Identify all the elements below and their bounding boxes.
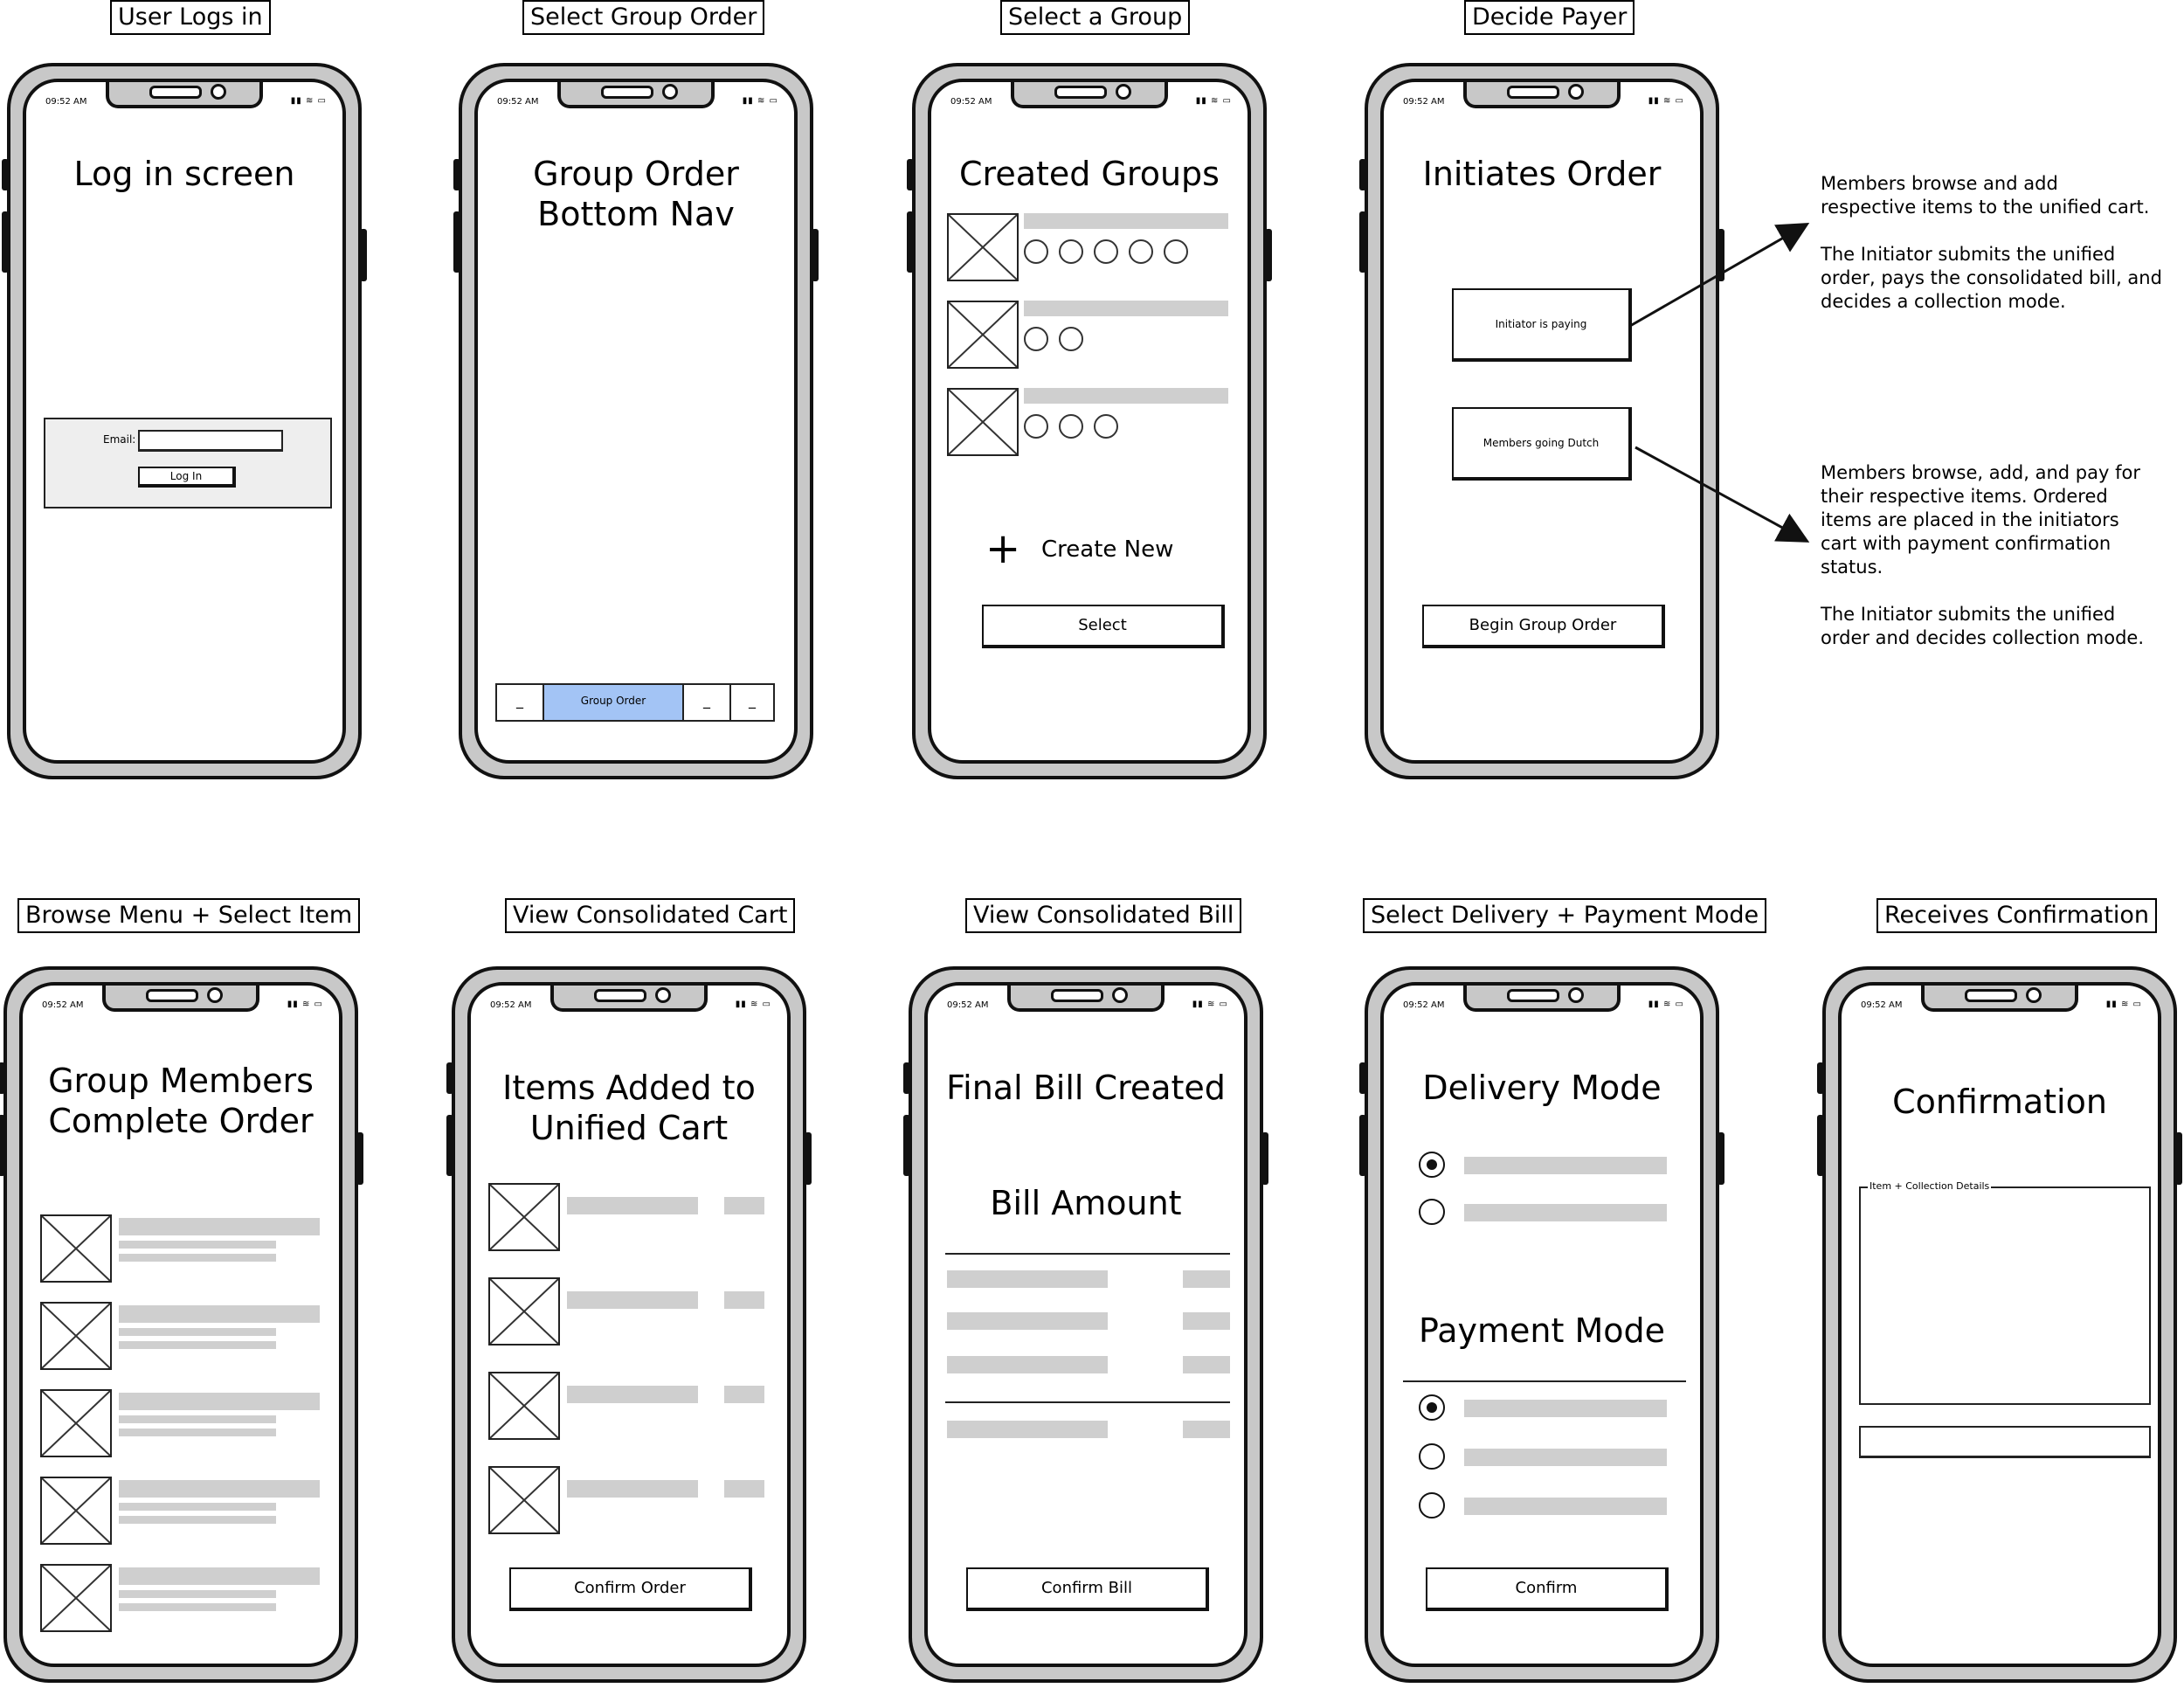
text-placeholder (119, 1241, 276, 1249)
text-placeholder (119, 1590, 276, 1598)
screen-title: Group Members Complete Order (48, 1062, 314, 1140)
image-placeholder-icon (40, 1302, 112, 1370)
step-label: Receives Confirmation (1876, 898, 2157, 933)
status-icons: ▮▮ ≋ ▭ (290, 96, 327, 106)
phone-group-order-nav (459, 63, 813, 779)
note-members-dutch: Members browse, add, and pay for their respective items. Ordered items are placed in the initiators cart with payment confirmation status. The Initiator submits the unified order and decides collection mode. (1821, 462, 2145, 648)
text-placeholder (567, 1197, 698, 1214)
step-label: Select Delivery + Payment Mode (1363, 898, 1766, 933)
plus-icon[interactable]: + (985, 524, 1021, 573)
image-placeholder-icon (488, 1277, 560, 1346)
delivery-mode-heading: Delivery Mode (1422, 1069, 1662, 1107)
email-field[interactable] (138, 430, 283, 452)
member-avatar-icon (1059, 327, 1083, 351)
step-label: Select Group Order (522, 0, 764, 35)
image-placeholder-icon (488, 1183, 560, 1251)
status-icons: ▮▮ ≋ ▭ (742, 96, 778, 106)
phone-delivery-payment (1365, 966, 1719, 1683)
text-placeholder (1024, 213, 1228, 229)
text-placeholder (724, 1291, 764, 1309)
nav-item[interactable]: _ (684, 685, 731, 720)
image-placeholder-icon (488, 1372, 560, 1440)
status-time: 09:52 AM (42, 1000, 84, 1010)
image-placeholder-icon (947, 301, 1019, 369)
text-placeholder (119, 1603, 276, 1611)
begin-group-order-button[interactable]: Begin Group Order (1422, 605, 1665, 648)
confirm-button[interactable]: Confirm (1426, 1567, 1669, 1611)
phone-initiates-order (1365, 63, 1719, 779)
status-icons: ▮▮ ≋ ▭ (2105, 1000, 2142, 1009)
confirmation-field[interactable] (1859, 1426, 2151, 1458)
initiator-paying-option[interactable]: Initiator is paying (1452, 288, 1632, 362)
status-icons: ▮▮ ≋ ▭ (287, 1000, 323, 1009)
status-time: 09:52 AM (950, 97, 992, 107)
text-placeholder (1024, 301, 1228, 316)
status-icons: ▮▮ ≋ ▭ (1648, 1000, 1684, 1009)
delivery-radio[interactable] (1419, 1152, 1445, 1178)
fieldset-legend: Item + Collection Details (1870, 1180, 1990, 1192)
member-avatar-icon (1129, 239, 1153, 264)
confirm-bill-button[interactable]: Confirm Bill (966, 1567, 1209, 1611)
text-placeholder (724, 1386, 764, 1403)
text-placeholder (119, 1567, 320, 1585)
details-fieldset (1859, 1180, 2151, 1405)
select-button[interactable]: Select (982, 605, 1225, 648)
nav-item-group-order[interactable]: Group Order (544, 685, 684, 720)
status-time: 09:52 AM (490, 1000, 532, 1010)
status-time: 09:52 AM (497, 97, 539, 107)
login-button[interactable]: Log In (138, 467, 236, 488)
text-placeholder (724, 1480, 764, 1498)
delivery-radio[interactable] (1419, 1199, 1445, 1225)
note-initiator-paying: Members browse and add respective items to the unified cart. The Initiator submits the unified order, pays the consolidated bill, and decides a collection mode. (1821, 173, 2162, 312)
image-placeholder-icon (40, 1214, 112, 1283)
member-avatar-icon (1059, 414, 1083, 439)
text-placeholder (567, 1480, 698, 1498)
text-placeholder (1024, 388, 1228, 404)
step-label: Select a Group (1000, 0, 1190, 35)
member-avatar-icon (1094, 414, 1118, 439)
image-placeholder-icon (40, 1564, 112, 1632)
image-placeholder-icon (488, 1466, 560, 1534)
step-label: Browse Menu + Select Item (17, 898, 360, 933)
step-label: User Logs in (110, 0, 271, 35)
text-placeholder (119, 1341, 276, 1349)
text-placeholder (119, 1218, 320, 1235)
status-time: 09:52 AM (1403, 97, 1445, 107)
status-icons: ▮▮ ≋ ▭ (735, 1000, 771, 1009)
text-placeholder (119, 1305, 320, 1323)
screen-title: Group Order Bottom Nav (533, 155, 739, 233)
phone-unified-cart (452, 966, 806, 1683)
status-time: 09:52 AM (45, 97, 87, 107)
image-placeholder-icon (40, 1389, 112, 1457)
text-placeholder (119, 1415, 276, 1423)
screen-title: Items Added to Unified Cart (502, 1069, 756, 1147)
payment-mode-heading: Payment Mode (1419, 1311, 1665, 1350)
image-placeholder-icon (40, 1477, 112, 1545)
status-time: 09:52 AM (1861, 1000, 1903, 1010)
member-avatar-icon (1024, 239, 1048, 264)
phone-final-bill (909, 966, 1263, 1683)
phone-login (7, 63, 362, 779)
text-placeholder (119, 1516, 276, 1524)
text-placeholder (119, 1429, 276, 1436)
confirm-order-button[interactable]: Confirm Order (509, 1567, 752, 1611)
text-placeholder (119, 1254, 276, 1262)
step-label: Decide Payer (1464, 0, 1635, 35)
image-placeholder-icon (947, 213, 1019, 281)
bill-amount-heading: Bill Amount (990, 1184, 1182, 1222)
status-icons: ▮▮ ≋ ▭ (1648, 96, 1684, 106)
payment-radio[interactable] (1419, 1492, 1445, 1519)
status-icons: ▮▮ ≋ ▭ (1192, 1000, 1228, 1009)
login-form (44, 418, 332, 508)
payment-radio[interactable] (1419, 1443, 1445, 1470)
member-avatar-icon (1094, 239, 1118, 264)
text-placeholder (119, 1393, 320, 1410)
text-placeholder (567, 1386, 698, 1403)
phone-confirmation (1822, 966, 2177, 1683)
text-placeholder (724, 1197, 764, 1214)
screen-title: Initiates Order (1422, 155, 1662, 193)
payment-radio[interactable] (1419, 1394, 1445, 1421)
status-icons: ▮▮ ≋ ▭ (1195, 96, 1232, 106)
nav-item[interactable]: _ (749, 692, 756, 709)
step-label: View Consolidated Cart (505, 898, 795, 933)
text-placeholder (119, 1480, 320, 1498)
create-new-link[interactable]: Create New (1041, 536, 1174, 563)
email-label: Email: (103, 433, 136, 446)
text-placeholder (567, 1291, 698, 1309)
phone-created-groups (912, 63, 1267, 779)
member-avatar-icon (1164, 239, 1188, 264)
image-placeholder-icon (947, 388, 1019, 456)
screen-title: Final Bill Created (946, 1069, 1226, 1107)
screen-title: Confirmation (1892, 1083, 2107, 1121)
bottom-nav (495, 683, 775, 722)
text-placeholder (119, 1503, 276, 1511)
member-avatar-icon (1059, 239, 1083, 264)
status-time: 09:52 AM (1403, 1000, 1445, 1010)
screen-title: Created Groups (959, 155, 1220, 193)
status-time: 09:52 AM (947, 1000, 989, 1010)
member-avatar-icon (1024, 414, 1048, 439)
nav-item[interactable]: _ (497, 685, 544, 720)
step-label: View Consolidated Bill (965, 898, 1241, 933)
member-avatar-icon (1024, 327, 1048, 351)
members-dutch-option[interactable]: Members going Dutch (1452, 407, 1632, 481)
screen-title: Log in screen (73, 155, 295, 193)
phone-browse-menu (3, 966, 358, 1683)
text-placeholder (119, 1328, 276, 1336)
